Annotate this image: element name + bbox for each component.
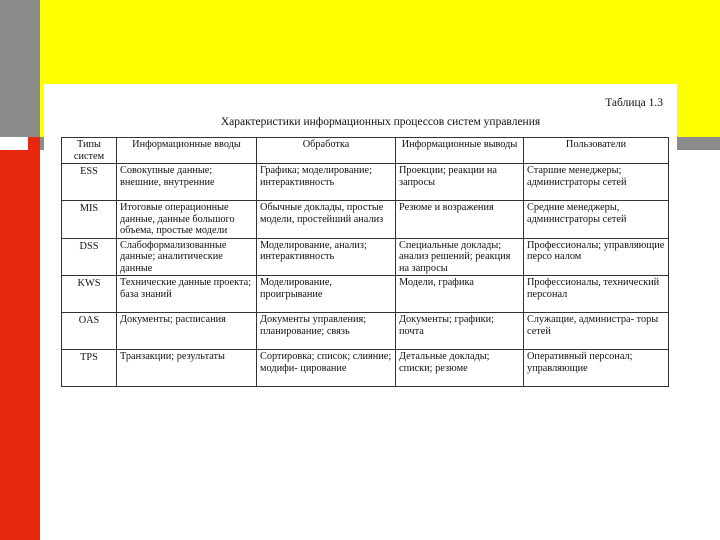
header-system-types: Типы систем — [62, 138, 117, 164]
table-number: Таблица 1.3 — [605, 97, 663, 109]
header-inputs: Информационные вводы — [117, 138, 257, 164]
outputs-cell: Модели, графика — [396, 276, 524, 313]
table-header-row — [62, 138, 669, 164]
inputs-cell: Слабоформализованные данные; аналитические данные — [117, 238, 257, 276]
header-processing: Обработка — [257, 138, 396, 164]
inputs-cell: Документы; расписания — [117, 313, 257, 350]
document-page — [44, 84, 677, 414]
table-row — [62, 238, 669, 276]
users-cell: Старшие менеджеры; администраторы сетей — [524, 164, 669, 201]
table-row — [62, 201, 669, 239]
processing-cell: Сортировка; список; слияние; модифи- цирование — [257, 350, 396, 387]
outputs-cell: Проекции; реакции на запросы — [396, 164, 524, 201]
inputs-cell: Технические данные проекта; база знаний — [117, 276, 257, 313]
system-cell: KWS — [62, 276, 117, 313]
outputs-cell: Детальные доклады; списки; резюме — [396, 350, 524, 387]
processing-cell: Документы управления; планирование; связь — [257, 313, 396, 350]
table-row — [62, 164, 669, 201]
outputs-cell: Резюме и возражения — [396, 201, 524, 239]
processing-cell: Графика; моделирование; интерактивность — [257, 164, 396, 201]
system-cell: OAS — [62, 313, 117, 350]
outputs-cell: Документы; графики; почта — [396, 313, 524, 350]
table-title: Характеристики информационных процессов систем управления — [220, 116, 541, 128]
table-row — [62, 313, 669, 350]
system-cell: DSS — [62, 238, 117, 276]
users-cell: Средние менеджеры, администраторы сетей — [524, 201, 669, 239]
system-cell: ESS — [62, 164, 117, 201]
header-outputs: Информационные выводы — [396, 138, 524, 164]
users-cell: Профессионалы; управляющие персо налом — [524, 238, 669, 276]
inputs-cell: Итоговые операционные данные, данные большого объема, простые модели — [117, 201, 257, 239]
table-row — [62, 276, 669, 313]
processing-cell: Моделирование, анализ; интерактивность — [257, 238, 396, 276]
outputs-cell: Специальные доклады; анализ решений; реакция на запросы — [396, 238, 524, 276]
inputs-cell: Транзакции; результаты — [117, 350, 257, 387]
table-row — [62, 350, 669, 387]
inputs-cell: Совокупные данные; внешние, внутренние — [117, 164, 257, 201]
processing-cell: Моделирование, проигрывание — [257, 276, 396, 313]
characteristics-table — [61, 137, 669, 387]
users-cell: Оперативный персонал; управляющие — [524, 350, 669, 387]
system-cell: TPS — [62, 350, 117, 387]
system-cell: MIS — [62, 201, 117, 239]
left-red-bar — [0, 150, 40, 540]
red-accent-square — [28, 137, 40, 150]
processing-cell: Обычные доклады, простые модели, простейший анализ — [257, 201, 396, 239]
header-users: Пользователи — [524, 138, 669, 164]
left-gray-bar — [0, 0, 40, 137]
users-cell: Служащие, администра- торы сетей — [524, 313, 669, 350]
users-cell: Профессионалы, технический персонал — [524, 276, 669, 313]
